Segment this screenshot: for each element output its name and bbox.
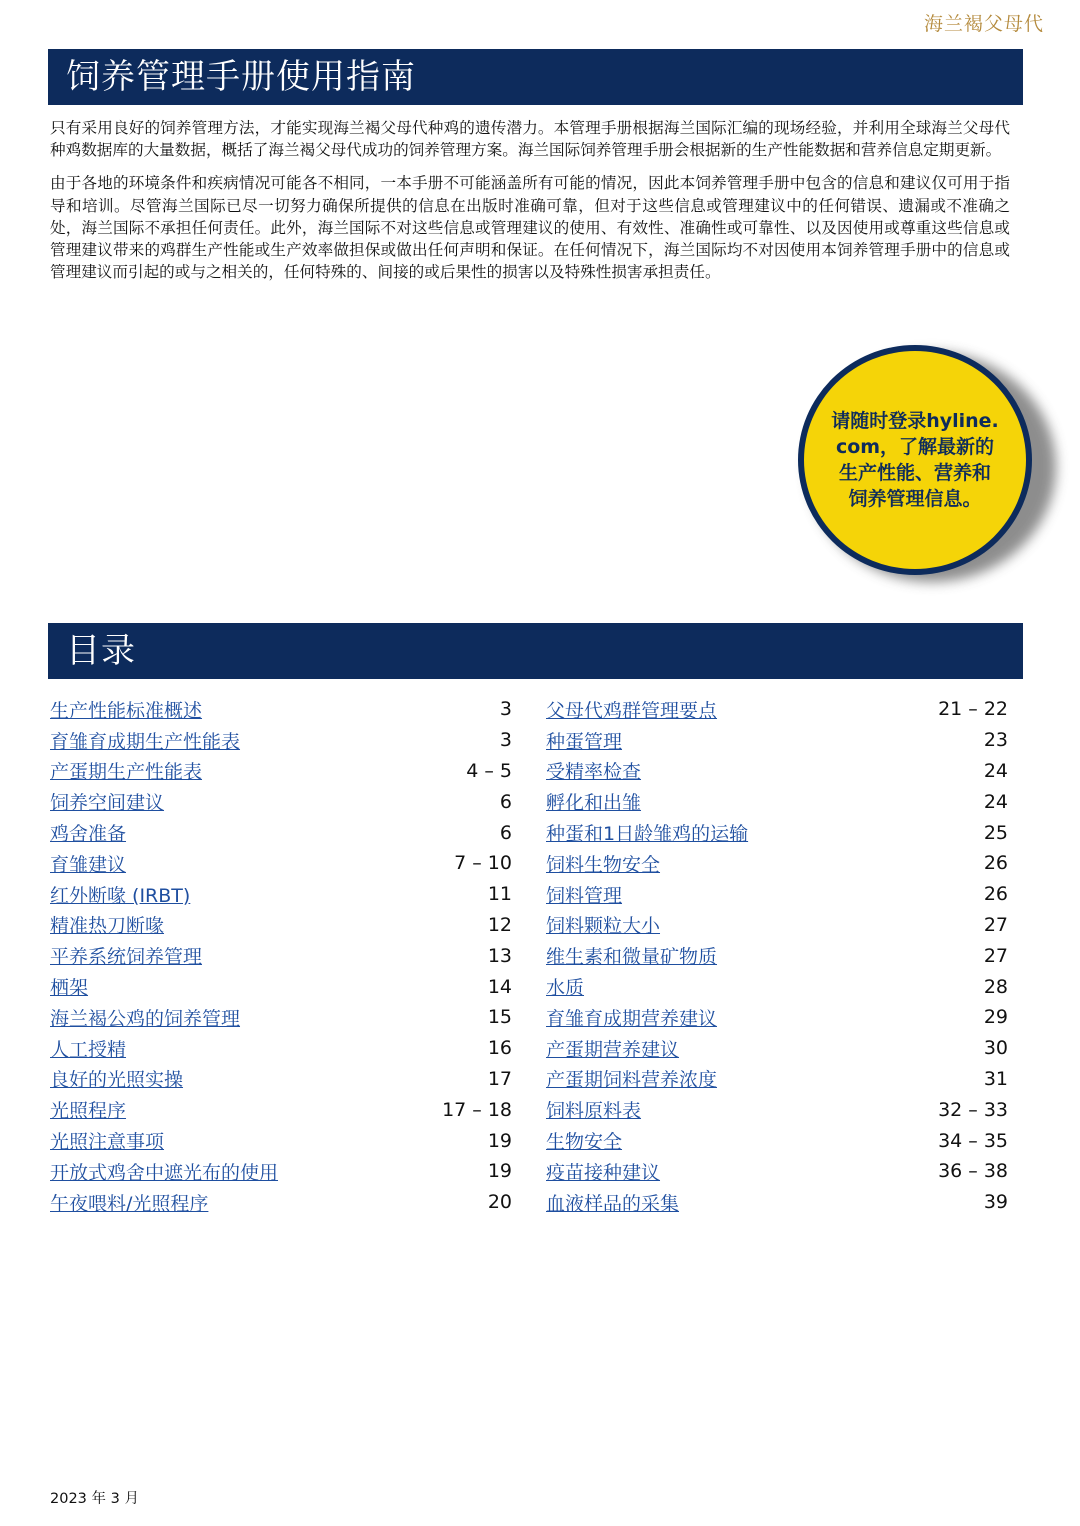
badge-line: 生产性能、营养和 — [838, 462, 991, 484]
badge-line: 请随时登录hyline. — [831, 410, 999, 432]
toc-entry-link[interactable]: 育雏建议 — [50, 853, 127, 876]
toc-entry-link[interactable]: 孵化和出雏 — [546, 792, 642, 815]
toc-entry-page: 27 — [983, 913, 1008, 936]
intro-paragraph-2: 由于各地的环境条件和疾病情况可能各不相同，一本手册不可能涵盖所有可能的情况，因此本饲养管理手册中包含的信息和建议仅可用于指导和培训。尽管海兰国际已尽一切努力确保所提供的信息在出版时准确可靠，但对于这些信息或管理建议中的任何错误、遗漏或不准确之处，海兰国际不承担任何责任。此外，海兰国际不对这些信息或管理建议的使用、有效性、准确性或可靠性、以及因使用或尊重这些信息或管理建议带来的鸡群生产性能或生产效率做担保或做出任何声明和保证。在任何情况下，海兰国际均不对因使用本饲养管理手册中的信息或管理建议而引起的或与之相关的，任何特殊的、间接的或后果性的损害以及特殊性损害承担责任。 — [50, 174, 1010, 282]
toc-entry[interactable] — [546, 1033, 1008, 1064]
badge-text — [825, 408, 1005, 512]
toc-entry-link[interactable]: 产蛋期营养建议 — [546, 1038, 680, 1061]
toc-entry[interactable] — [50, 910, 512, 941]
toc-entry-page: 15 — [487, 1006, 512, 1029]
toc-entry-page: 11 — [487, 883, 512, 906]
toc-entry[interactable] — [50, 1064, 512, 1095]
toc-entry[interactable] — [546, 940, 1008, 971]
toc-entry-page: 31 — [983, 1067, 1008, 1090]
toc-entry-link[interactable]: 育雏育成期营养建议 — [546, 1007, 718, 1030]
toc-right-column — [546, 694, 1008, 1218]
toc-entry[interactable] — [50, 1002, 512, 1033]
toc-entry-page: 3 — [499, 698, 512, 721]
toc-entry[interactable] — [546, 725, 1008, 756]
toc-entry-page: 29 — [983, 1006, 1008, 1029]
toc-entry[interactable] — [50, 940, 512, 971]
toc-entry-page: 28 — [983, 975, 1008, 998]
toc-entry-link[interactable]: 种蛋和1日龄雏鸡的运输 — [546, 823, 749, 846]
toc-entry-page: 20 — [487, 1191, 512, 1214]
toc-entry-page: 26 — [983, 852, 1008, 875]
toc-entry-page: 34 – 35 — [938, 1129, 1008, 1152]
toc-entry-page: 32 – 33 — [938, 1098, 1008, 1121]
toc-entry[interactable] — [50, 1125, 512, 1156]
toc-entry[interactable] — [546, 1187, 1008, 1218]
toc-entry[interactable] — [546, 910, 1008, 941]
toc-entry-page: 23 — [983, 729, 1008, 752]
toc-entry[interactable] — [50, 1094, 512, 1125]
toc-entry-page: 16 — [487, 1037, 512, 1060]
toc-entry-link[interactable]: 产蛋期饲料营养浓度 — [546, 1069, 718, 1092]
toc-entry-link[interactable]: 红外断喙 (IRBT) — [50, 884, 191, 907]
toc-entry[interactable] — [546, 1125, 1008, 1156]
toc-entry[interactable] — [50, 694, 512, 725]
toc-entry[interactable] — [50, 786, 512, 817]
toc-left-column — [50, 694, 512, 1218]
toc-entry-link[interactable]: 人工授精 — [50, 1038, 127, 1061]
toc-entry-page: 27 — [983, 944, 1008, 967]
toc-entry-link[interactable]: 良好的光照实操 — [50, 1069, 184, 1092]
toc-entry[interactable] — [546, 786, 1008, 817]
toc-entry-link[interactable]: 海兰褐公鸡的饲养管理 — [50, 1007, 241, 1030]
toc-entry-page: 21 – 22 — [938, 698, 1008, 721]
toc-entry-link[interactable]: 种蛋管理 — [546, 730, 623, 753]
toc-entry[interactable] — [50, 879, 512, 910]
toc-entry[interactable] — [50, 756, 512, 787]
toc-entry-link[interactable]: 光照注意事项 — [50, 1131, 165, 1154]
toc-entry-page: 36 – 38 — [938, 1160, 1008, 1183]
badge-line: 饲养管理信息。 — [848, 488, 982, 510]
toc-entry-page: 12 — [487, 913, 512, 936]
toc-entry[interactable] — [50, 1187, 512, 1218]
toc-entry[interactable] — [546, 1094, 1008, 1125]
toc-entry-link[interactable]: 产蛋期生产性能表 — [50, 761, 203, 784]
toc-entry-page: 30 — [983, 1037, 1008, 1060]
toc-entry-link[interactable]: 维生素和微量矿物质 — [546, 946, 718, 969]
toc-entry[interactable] — [50, 1156, 512, 1187]
toc-entry-link[interactable]: 疫苗接种建议 — [546, 1161, 661, 1184]
toc-entry-link[interactable]: 父母代鸡群管理要点 — [546, 699, 718, 722]
toc-entry[interactable] — [546, 1002, 1008, 1033]
toc-entry-page: 19 — [487, 1160, 512, 1183]
toc-entry[interactable] — [50, 971, 512, 1002]
toc-entry-link[interactable]: 生物安全 — [546, 1131, 623, 1154]
toc-entry-page: 13 — [487, 944, 512, 967]
toc-entry-page: 24 — [983, 759, 1008, 782]
toc-entry-page: 6 — [499, 821, 512, 844]
toc-entry-link[interactable]: 栖架 — [50, 977, 89, 1000]
toc-entry-page: 17 — [487, 1067, 512, 1090]
toc-entry[interactable] — [546, 694, 1008, 725]
toc-entry[interactable] — [50, 848, 512, 879]
toc-entry[interactable] — [546, 848, 1008, 879]
toc-entry[interactable] — [50, 1033, 512, 1064]
toc-entry-page: 19 — [487, 1129, 512, 1152]
toc-entry-link[interactable]: 育雏育成期生产性能表 — [50, 730, 241, 753]
toc-entry-link[interactable]: 饲养空间建议 — [50, 792, 165, 815]
toc-entry-link[interactable]: 光照程序 — [50, 1100, 127, 1123]
toc-entry-link[interactable]: 午夜喂料/光照程序 — [50, 1192, 209, 1215]
toc-entry-link[interactable]: 血液样品的采集 — [546, 1192, 680, 1215]
toc-entry-page: 3 — [499, 729, 512, 752]
toc-entry[interactable] — [546, 971, 1008, 1002]
publication-date: 2023 年 3 月 — [50, 1491, 139, 1507]
toc-entry-link[interactable]: 精准热刀断喙 — [50, 915, 165, 938]
toc-entry-link[interactable]: 生产性能标准概述 — [50, 699, 203, 722]
intro-text — [50, 117, 1010, 294]
brand-label: 海兰褐父母代 — [923, 13, 1044, 35]
toc-entry[interactable] — [50, 817, 512, 848]
toc-entry[interactable] — [50, 725, 512, 756]
toc-entry-page: 6 — [499, 790, 512, 813]
toc-entry-link[interactable]: 开放式鸡舍中遮光布的使用 — [50, 1161, 279, 1184]
toc-entry-link[interactable]: 饲料原料表 — [546, 1100, 642, 1123]
toc-entry[interactable] — [546, 1064, 1008, 1095]
toc-entry-page: 39 — [983, 1191, 1008, 1214]
toc-entry-page: 4 – 5 — [466, 759, 512, 782]
toc-entry-link[interactable]: 饲料颗粒大小 — [546, 915, 661, 938]
toc-entry-page: 14 — [487, 975, 512, 998]
toc-entry-page: 26 — [983, 883, 1008, 906]
toc-entry[interactable] — [546, 1156, 1008, 1187]
website-badge — [798, 345, 1032, 575]
toc-entry-page: 7 – 10 — [454, 852, 512, 875]
toc-entry[interactable] — [546, 817, 1008, 848]
toc-entry-page: 25 — [983, 821, 1008, 844]
toc-entry-link[interactable]: 水质 — [546, 977, 585, 1000]
toc-entry-link[interactable]: 鸡舍准备 — [50, 823, 127, 846]
toc-title-banner: 目录 — [48, 623, 1023, 679]
toc-entry-page: 24 — [983, 790, 1008, 813]
badge-line: com，了解最新的 — [835, 436, 995, 458]
intro-paragraph-1: 只有采用良好的饲养管理方法，才能实现海兰褐父母代种鸡的遗传潜力。本管理手册根据海兰国际汇编的现场经验，并利用全球海兰父母代种鸡数据库的大量数据，概括了海兰褐父母代成功的饲养管理方案。海兰国际饲养管理手册会根据新的生产性能数据和营养信息定期更新。 — [50, 119, 1010, 160]
toc-entry-link[interactable]: 饲料生物安全 — [546, 853, 661, 876]
toc-entry-link[interactable]: 受精率检查 — [546, 761, 642, 784]
guide-title-banner: 饲养管理手册使用指南 — [48, 49, 1023, 105]
toc-entry[interactable] — [546, 756, 1008, 787]
toc-entry[interactable] — [546, 879, 1008, 910]
toc-entry-link[interactable]: 饲料管理 — [546, 884, 623, 907]
toc-entry-link[interactable]: 平养系统饲养管理 — [50, 946, 203, 969]
toc-entry-page: 17 – 18 — [442, 1098, 512, 1121]
